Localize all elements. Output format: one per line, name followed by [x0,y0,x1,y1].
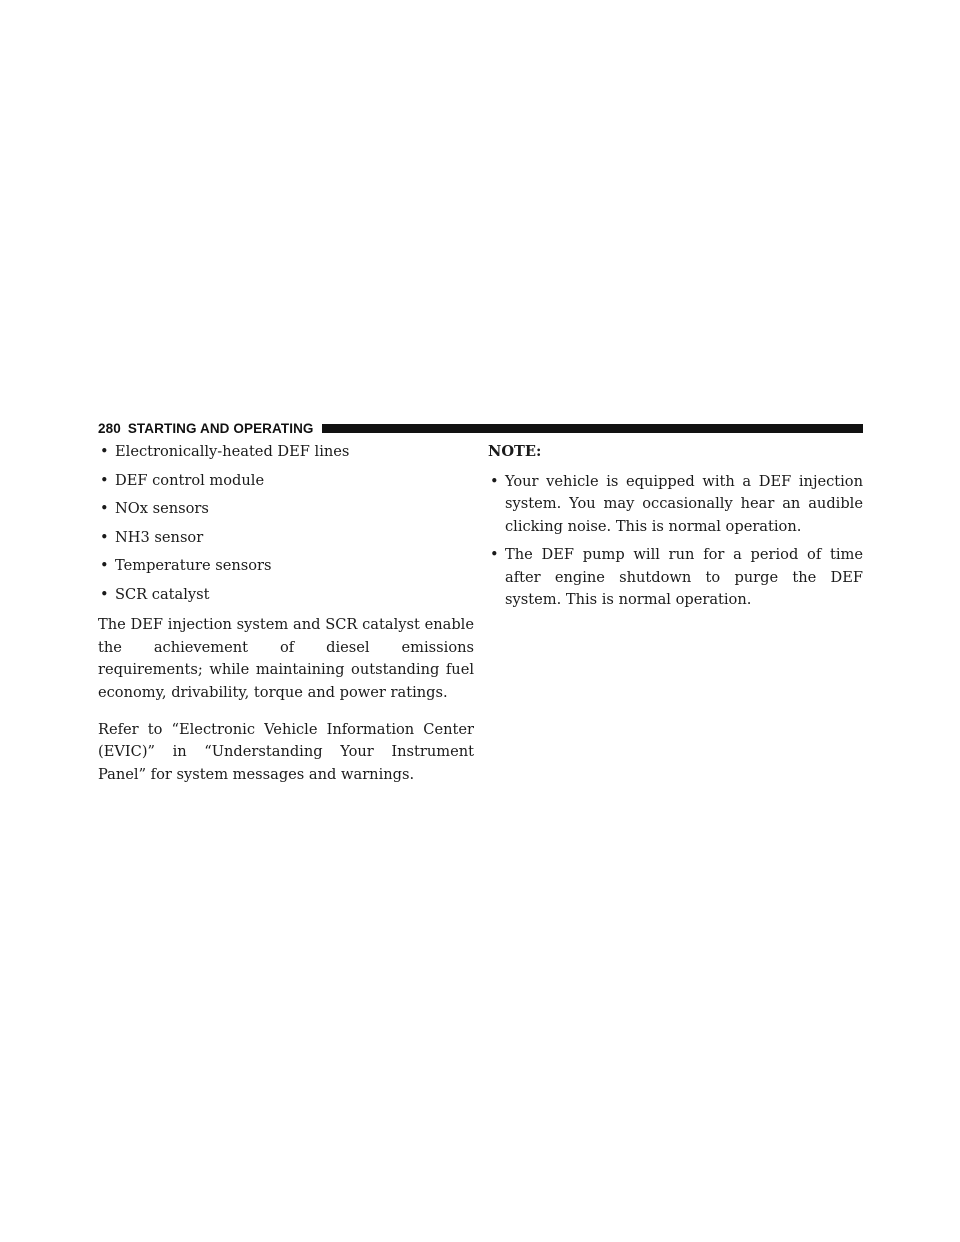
body-paragraph: The DEF injection system and SCR catalyst enable the achievement of diesel emissions requirements; while maintaining outstanding fuel economy, drivability, torque and power ratings. [98,616,474,701]
component-list [98,441,474,606]
list-item: • NH3 sensor [98,527,474,550]
list-item: • SCR catalyst [98,584,474,607]
note-item: • The DEF pump will run for a period of time after engine shutdown to purge the DEF system. This is normal operation. [488,544,863,612]
body-paragraph: Refer to “Electronic Vehicle Information Center (EVIC)” in “Understanding Your Instrument Panel” for system messages and warnings. [98,720,474,783]
header-rule [322,424,863,433]
left-column [98,441,474,801]
list-item: • Electronically-heated DEF lines [98,441,474,464]
note-list [488,471,863,612]
section-title: STARTING AND OPERATING [127,420,314,436]
note-heading: NOTE: [488,443,542,460]
list-item: • NOx sensors [98,498,474,521]
page-header [98,419,863,437]
right-column [488,441,863,618]
page-number: 280 [98,420,121,436]
list-item: • Temperature sensors [98,555,474,578]
note-item: • Your vehicle is equipped with a DEF injection system. You may occasionally hear an audible clicking noise. This is normal operation. [488,471,863,539]
list-item: • DEF control module [98,470,474,493]
